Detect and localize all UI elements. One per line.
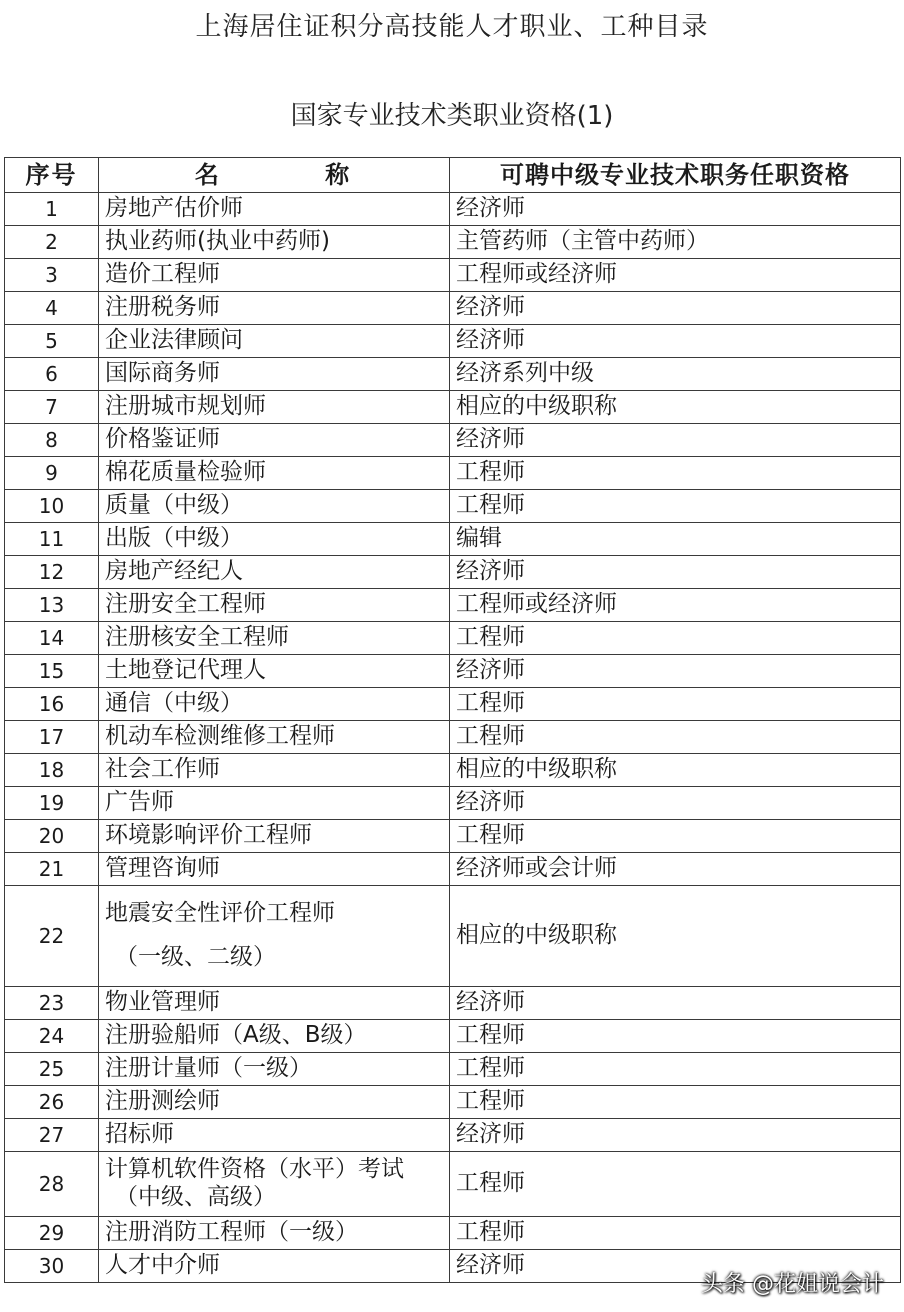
table-row bbox=[5, 391, 901, 424]
table-body bbox=[5, 193, 901, 1283]
table-row bbox=[5, 886, 901, 987]
page-subtitle: 国家专业技术类职业资格(1) bbox=[290, 101, 614, 131]
table-row bbox=[5, 457, 901, 490]
header-name: 名 称 bbox=[99, 158, 450, 193]
row-index: 6 bbox=[5, 358, 99, 391]
row-index: 11 bbox=[5, 523, 99, 556]
row-index: 19 bbox=[5, 787, 99, 820]
row-name bbox=[99, 490, 450, 523]
row-name bbox=[99, 886, 450, 987]
row-name-line: 房地产经纪人 bbox=[105, 558, 243, 585]
row-name bbox=[99, 754, 450, 787]
row-qualification: 经济系列中级 bbox=[450, 358, 901, 391]
row-name bbox=[99, 424, 450, 457]
row-name bbox=[99, 589, 450, 622]
row-name-line: 注册安全工程师 bbox=[105, 591, 266, 618]
row-name-line: 企业法律顾问 bbox=[105, 327, 243, 354]
row-name-line: 国际商务师 bbox=[105, 360, 220, 387]
table-header-row bbox=[5, 158, 901, 193]
row-qualification: 工程师 bbox=[450, 622, 901, 655]
table-row bbox=[5, 1152, 901, 1217]
row-index: 3 bbox=[5, 259, 99, 292]
row-qualification: 相应的中级职称 bbox=[450, 754, 901, 787]
row-name-subline: （一级、二级） bbox=[115, 944, 276, 970]
table-row bbox=[5, 787, 901, 820]
row-name bbox=[99, 787, 450, 820]
row-name-line: 招标师 bbox=[105, 1121, 174, 1148]
row-index: 8 bbox=[5, 424, 99, 457]
table-row bbox=[5, 1086, 901, 1119]
row-index: 5 bbox=[5, 325, 99, 358]
row-name-line: 注册消防工程师（一级） bbox=[105, 1219, 358, 1246]
row-qualification: 主管药师（主管中药师） bbox=[450, 226, 901, 259]
row-qualification: 经济师 bbox=[450, 193, 901, 226]
row-qualification: 工程师 bbox=[450, 457, 901, 490]
row-name bbox=[99, 226, 450, 259]
row-qualification: 经济师 bbox=[450, 1250, 901, 1283]
row-qualification: 工程师或经济师 bbox=[450, 259, 901, 292]
table-row bbox=[5, 523, 901, 556]
table-row bbox=[5, 721, 901, 754]
row-name bbox=[99, 987, 450, 1020]
row-qualification: 经济师 bbox=[450, 787, 901, 820]
row-index: 23 bbox=[5, 987, 99, 1020]
table-row bbox=[5, 193, 901, 226]
table-row bbox=[5, 589, 901, 622]
row-index: 16 bbox=[5, 688, 99, 721]
row-qualification: 经济师 bbox=[450, 1119, 901, 1152]
table-row bbox=[5, 556, 901, 589]
row-index: 14 bbox=[5, 622, 99, 655]
table-row bbox=[5, 820, 901, 853]
row-name-line: 执业药师(执业中药师) bbox=[105, 228, 330, 255]
row-name-line: 社会工作师 bbox=[105, 756, 220, 783]
row-name bbox=[99, 688, 450, 721]
row-name bbox=[99, 292, 450, 325]
table-row bbox=[5, 226, 901, 259]
row-name bbox=[99, 1119, 450, 1152]
row-name-line: 广告师 bbox=[105, 789, 174, 816]
row-name bbox=[99, 259, 450, 292]
row-index: 15 bbox=[5, 655, 99, 688]
row-name-line: 注册税务师 bbox=[105, 294, 220, 321]
row-qualification: 经济师 bbox=[450, 987, 901, 1020]
row-name-line: 注册计量师（一级） bbox=[105, 1055, 312, 1082]
row-index: 12 bbox=[5, 556, 99, 589]
row-name-line: 房地产估价师 bbox=[105, 195, 243, 222]
row-name-line: 棉花质量检验师 bbox=[105, 459, 266, 486]
row-name-line: 注册验船师（A级、B级） bbox=[105, 1022, 367, 1049]
row-qualification: 工程师 bbox=[450, 1086, 901, 1119]
row-name bbox=[99, 721, 450, 754]
row-index: 10 bbox=[5, 490, 99, 523]
row-qualification: 工程师 bbox=[450, 1053, 901, 1086]
row-name-line: 人才中介师 bbox=[105, 1252, 220, 1279]
row-name-line: 出版（中级） bbox=[105, 525, 243, 552]
row-name bbox=[99, 1020, 450, 1053]
row-name-line: 计算机软件资格（水平）考试 bbox=[105, 1156, 404, 1183]
row-qualification: 工程师 bbox=[450, 820, 901, 853]
row-name-line: 机动车检测维修工程师 bbox=[105, 723, 335, 750]
row-name bbox=[99, 1250, 450, 1283]
header-index: 序号 bbox=[5, 158, 99, 193]
row-name-line: 质量（中级） bbox=[105, 492, 243, 519]
table-row bbox=[5, 688, 901, 721]
row-index: 29 bbox=[5, 1217, 99, 1250]
table-row bbox=[5, 1119, 901, 1152]
row-name bbox=[99, 1217, 450, 1250]
row-name-line: 注册核安全工程师 bbox=[105, 624, 289, 651]
row-qualification: 工程师 bbox=[450, 721, 901, 754]
row-index: 20 bbox=[5, 820, 99, 853]
row-index: 7 bbox=[5, 391, 99, 424]
row-qualification: 经济师 bbox=[450, 325, 901, 358]
row-name bbox=[99, 556, 450, 589]
row-qualification: 编辑 bbox=[450, 523, 901, 556]
table-row bbox=[5, 987, 901, 1020]
watermark: 头条 @花姐说会计 bbox=[701, 1272, 884, 1297]
table-row bbox=[5, 1020, 901, 1053]
row-qualification: 工程师 bbox=[450, 688, 901, 721]
row-index: 2 bbox=[5, 226, 99, 259]
row-qualification: 工程师 bbox=[450, 1020, 901, 1053]
row-name-line: 注册测绘师 bbox=[105, 1088, 220, 1115]
row-name-subline: （中级、高级） bbox=[115, 1184, 276, 1210]
table-row bbox=[5, 622, 901, 655]
row-name bbox=[99, 358, 450, 391]
row-name-line: 地震安全性评价工程师 bbox=[105, 900, 335, 927]
row-qualification: 经济师 bbox=[450, 292, 901, 325]
table-row bbox=[5, 853, 901, 886]
row-index: 24 bbox=[5, 1020, 99, 1053]
table-row bbox=[5, 424, 901, 457]
row-qualification: 工程师 bbox=[450, 1217, 901, 1250]
row-qualification: 工程师 bbox=[450, 490, 901, 523]
row-name-line: 环境影响评价工程师 bbox=[105, 822, 312, 849]
row-index: 4 bbox=[5, 292, 99, 325]
row-index: 26 bbox=[5, 1086, 99, 1119]
table-row bbox=[5, 292, 901, 325]
row-name bbox=[99, 853, 450, 886]
row-index: 28 bbox=[5, 1152, 99, 1217]
row-qualification: 经济师 bbox=[450, 424, 901, 457]
row-name bbox=[99, 457, 450, 490]
row-index: 9 bbox=[5, 457, 99, 490]
row-qualification: 工程师 bbox=[450, 1152, 901, 1217]
row-qualification: 工程师或经济师 bbox=[450, 589, 901, 622]
header-qualification: 可聘中级专业技术职务任职资格 bbox=[450, 158, 901, 193]
row-index: 27 bbox=[5, 1119, 99, 1152]
row-name bbox=[99, 622, 450, 655]
row-name bbox=[99, 325, 450, 358]
row-index: 25 bbox=[5, 1053, 99, 1086]
table-row bbox=[5, 259, 901, 292]
row-index: 13 bbox=[5, 589, 99, 622]
row-name-line: 物业管理师 bbox=[105, 989, 220, 1016]
row-name bbox=[99, 523, 450, 556]
row-name-line: 管理咨询师 bbox=[105, 855, 220, 882]
row-name-line: 造价工程师 bbox=[105, 261, 220, 288]
row-name-line: 通信（中级） bbox=[105, 690, 243, 717]
row-qualification: 经济师 bbox=[450, 655, 901, 688]
row-name bbox=[99, 1086, 450, 1119]
row-index: 17 bbox=[5, 721, 99, 754]
row-name bbox=[99, 193, 450, 226]
row-qualification: 相应的中级职称 bbox=[450, 391, 901, 424]
occupation-table bbox=[4, 157, 901, 1283]
row-index: 1 bbox=[5, 193, 99, 226]
row-name bbox=[99, 391, 450, 424]
row-name-line: 价格鉴证师 bbox=[105, 426, 220, 453]
row-qualification: 经济师或会计师 bbox=[450, 853, 901, 886]
table-row bbox=[5, 1217, 901, 1250]
row-name bbox=[99, 655, 450, 688]
row-qualification: 经济师 bbox=[450, 556, 901, 589]
table-row bbox=[5, 325, 901, 358]
row-name-line: 注册城市规划师 bbox=[105, 393, 266, 420]
row-index: 22 bbox=[5, 886, 99, 987]
table-row bbox=[5, 754, 901, 787]
row-name bbox=[99, 820, 450, 853]
page-title: 上海居住证积分高技能人才职业、工种目录 bbox=[195, 12, 709, 42]
row-index: 21 bbox=[5, 853, 99, 886]
table-row bbox=[5, 490, 901, 523]
row-index: 30 bbox=[5, 1250, 99, 1283]
table-row bbox=[5, 358, 901, 391]
row-index: 18 bbox=[5, 754, 99, 787]
row-name bbox=[99, 1053, 450, 1086]
row-qualification: 相应的中级职称 bbox=[450, 886, 901, 987]
row-name bbox=[99, 1152, 450, 1217]
table-row bbox=[5, 655, 901, 688]
row-name-line: 土地登记代理人 bbox=[105, 657, 266, 684]
table-row bbox=[5, 1053, 901, 1086]
